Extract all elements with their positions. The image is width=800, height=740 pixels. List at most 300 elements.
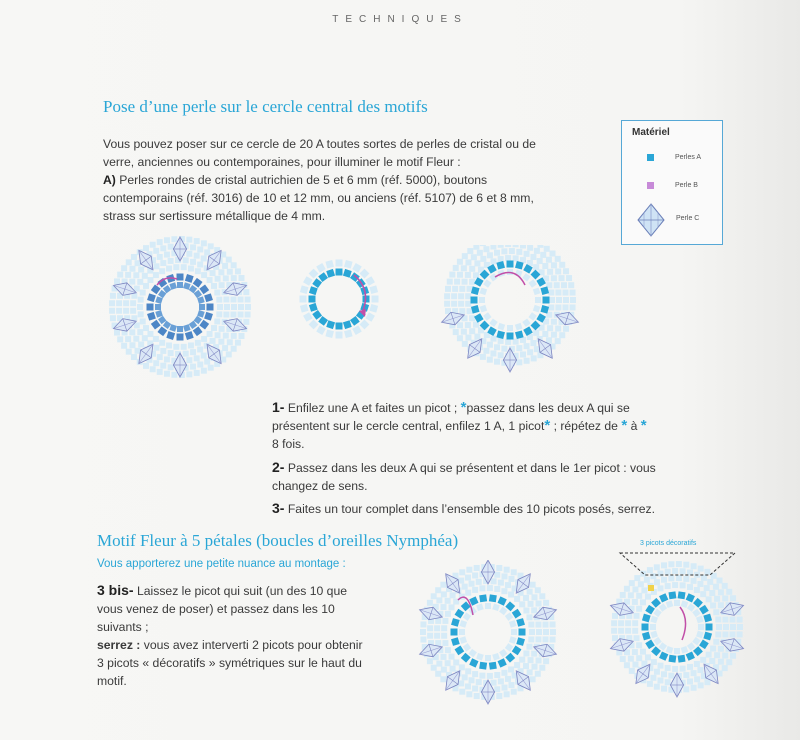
bead [441, 604, 447, 610]
bead [218, 269, 224, 275]
bead [188, 342, 194, 348]
bead [485, 655, 491, 661]
bead [137, 304, 143, 310]
bead [440, 676, 446, 682]
bead [668, 673, 674, 679]
bead [459, 636, 467, 644]
bead [650, 616, 658, 624]
bead [704, 585, 710, 591]
bead [527, 669, 533, 675]
bead [645, 639, 655, 649]
bead [707, 579, 713, 585]
bead [645, 594, 651, 600]
bead [714, 652, 720, 658]
bead [454, 279, 460, 285]
bead [155, 304, 161, 310]
bead [505, 339, 511, 345]
bead [737, 617, 743, 623]
bead [194, 355, 200, 361]
bead [226, 351, 232, 357]
bead [479, 673, 485, 679]
bead [453, 329, 459, 335]
bead [218, 339, 224, 345]
bead [624, 586, 630, 592]
bead [483, 246, 489, 252]
bead [678, 591, 686, 599]
bead [472, 686, 478, 692]
bead [208, 243, 214, 249]
bead [498, 580, 504, 586]
bead [445, 598, 451, 604]
bead [129, 329, 135, 335]
bead [654, 564, 660, 570]
bead [465, 590, 471, 596]
bead [722, 595, 728, 601]
bead [216, 311, 222, 317]
bead [160, 260, 166, 266]
bead [195, 268, 201, 274]
bead [479, 297, 485, 303]
bead [447, 279, 453, 285]
bead [496, 565, 502, 571]
bead [480, 245, 486, 246]
bead [718, 602, 724, 608]
bead [458, 301, 464, 307]
bead [691, 670, 697, 676]
bead [138, 311, 144, 317]
bead [238, 275, 244, 281]
bead [570, 304, 576, 310]
bead [474, 334, 480, 340]
bead [177, 326, 183, 332]
bead [563, 297, 569, 303]
bead [444, 301, 450, 307]
bead [238, 297, 244, 303]
bead [117, 336, 123, 342]
bead [166, 266, 172, 272]
bead [480, 256, 486, 262]
bead [717, 578, 723, 584]
bead [483, 312, 491, 320]
bead [543, 622, 549, 628]
bead [654, 684, 660, 690]
bead [726, 589, 732, 595]
bead [238, 333, 244, 339]
bead [550, 629, 556, 635]
bead [672, 568, 678, 574]
bead [550, 251, 556, 257]
bead [489, 273, 497, 281]
bead [474, 565, 480, 571]
bead [231, 304, 237, 310]
bead [436, 597, 442, 603]
bead [550, 637, 556, 643]
bead [505, 613, 513, 621]
bead [479, 594, 487, 602]
bead [501, 248, 507, 254]
bead [534, 248, 540, 254]
bead [650, 624, 656, 630]
bead [465, 322, 471, 328]
bead [703, 632, 712, 641]
bead [472, 671, 478, 677]
bead [457, 322, 463, 328]
bead [647, 567, 653, 573]
bead [190, 364, 196, 370]
bead [529, 629, 535, 635]
bead [632, 586, 638, 592]
bead [207, 331, 213, 337]
bead [219, 282, 225, 288]
bead [715, 617, 721, 623]
bead [138, 266, 144, 272]
bead [498, 352, 504, 358]
star-icon: * [621, 417, 628, 434]
bead [659, 603, 667, 611]
bead [537, 258, 543, 264]
bead [642, 614, 651, 623]
bead [459, 569, 465, 575]
bead [431, 665, 437, 671]
bead [309, 303, 318, 312]
bead [681, 600, 689, 608]
bead [612, 635, 618, 641]
bead [672, 666, 678, 672]
bead [449, 272, 455, 278]
bead [508, 592, 514, 598]
bead [326, 269, 335, 278]
bead [505, 255, 511, 261]
step-2-text-a: Passez dans les deux A qui se présentent et dans le 1er picot : vous [287, 461, 656, 475]
bead [479, 662, 487, 670]
bead [153, 272, 159, 278]
bead [116, 308, 122, 314]
bead [462, 341, 468, 347]
bead [694, 661, 700, 667]
bead [496, 693, 502, 699]
bead [185, 274, 194, 283]
running-header: TECHNIQUES [332, 14, 468, 25]
bead [309, 286, 318, 295]
bead [434, 633, 440, 639]
bead [676, 561, 682, 567]
bead [318, 272, 328, 282]
bead [114, 330, 120, 336]
bead [687, 678, 693, 684]
bead [536, 601, 542, 607]
bead [469, 658, 478, 667]
bead [636, 606, 642, 612]
bead [555, 304, 561, 310]
bead [629, 668, 635, 674]
bead [555, 338, 561, 344]
bead [483, 348, 489, 354]
bead [519, 629, 526, 636]
bead [164, 237, 170, 243]
bead [372, 296, 379, 303]
bead [223, 275, 229, 281]
bead [722, 631, 728, 637]
bead [528, 622, 534, 628]
bead [126, 259, 132, 265]
bead [680, 666, 686, 672]
bead [245, 304, 251, 310]
figure-flower-decorative [590, 545, 765, 710]
bead [499, 607, 507, 615]
bead [561, 282, 567, 288]
bead [466, 691, 472, 697]
bead [653, 637, 661, 645]
bead [336, 269, 343, 276]
bead [699, 605, 709, 615]
bead [451, 293, 457, 299]
bead [530, 582, 536, 588]
bead [620, 592, 626, 598]
bead [130, 308, 136, 314]
bead [489, 318, 497, 326]
bead [634, 635, 640, 641]
bead [216, 297, 222, 303]
bead [509, 620, 517, 628]
bead [559, 332, 565, 338]
bead [636, 655, 642, 661]
bead [511, 569, 517, 575]
bead [555, 256, 561, 262]
bead [444, 293, 450, 299]
bead [164, 356, 170, 362]
bead [476, 603, 484, 611]
bead [683, 562, 689, 568]
bead [449, 654, 455, 660]
bead [628, 656, 634, 662]
bead [487, 342, 493, 348]
bead [640, 599, 646, 605]
bead [559, 275, 565, 281]
bead [300, 296, 307, 303]
bead [227, 339, 233, 345]
bead [570, 297, 576, 303]
bead [457, 335, 463, 341]
bead [706, 652, 712, 658]
bead [535, 587, 541, 593]
bead [369, 304, 378, 313]
bead [201, 255, 207, 261]
bead [542, 263, 548, 269]
bead [204, 249, 210, 255]
bead [441, 633, 447, 639]
bead [528, 312, 536, 320]
bead [125, 336, 131, 342]
bead [157, 254, 163, 260]
bead [696, 616, 704, 624]
bead [445, 660, 451, 666]
bead [226, 257, 232, 263]
bead [693, 646, 703, 656]
bead [512, 609, 522, 619]
bead [530, 676, 536, 682]
bead [489, 662, 497, 670]
materiel-box [621, 120, 723, 245]
bead [369, 285, 378, 294]
step-1-text-c: présentent sur le cercle central, enfilez 1 A, 1 picot [272, 419, 545, 433]
bead [473, 272, 479, 278]
bead [123, 300, 129, 306]
bead [549, 297, 555, 303]
bead [326, 320, 335, 329]
bead [687, 642, 695, 650]
bead [150, 242, 156, 248]
bead [625, 628, 631, 634]
bead [109, 308, 115, 314]
bead [166, 342, 172, 348]
bead [519, 601, 525, 607]
bead [201, 336, 207, 342]
bead [611, 620, 617, 626]
serrez-line-3: motif. [97, 674, 127, 688]
bead [466, 567, 472, 573]
bead [642, 632, 651, 641]
bead [511, 629, 517, 635]
bead [480, 305, 488, 313]
bead [522, 273, 530, 281]
bead [543, 636, 549, 642]
bead [530, 254, 536, 260]
bead [476, 579, 482, 585]
bead [461, 265, 467, 271]
bead [547, 325, 553, 331]
bead [511, 689, 517, 695]
bead [153, 336, 159, 342]
bead [509, 248, 515, 254]
bead [698, 566, 704, 572]
bead [215, 276, 221, 282]
bead [427, 600, 433, 606]
bead [360, 320, 370, 330]
bead [523, 595, 529, 601]
bead [445, 647, 451, 653]
bead [133, 336, 139, 342]
bead [177, 334, 184, 341]
bead [193, 278, 203, 288]
bead [185, 331, 194, 340]
bead [624, 662, 630, 668]
bead [524, 358, 530, 364]
bead [465, 293, 471, 299]
bead [498, 323, 506, 331]
bead [199, 304, 205, 310]
bead [485, 603, 491, 609]
bead [494, 672, 500, 678]
bead [479, 585, 485, 591]
bead [222, 263, 228, 269]
bead [687, 664, 693, 670]
bead [147, 304, 154, 311]
materiel-title: Matériel [632, 127, 670, 138]
bead [527, 349, 533, 355]
bead [535, 297, 541, 303]
bead [713, 584, 719, 590]
bead [686, 651, 695, 660]
bead [700, 591, 706, 597]
bead [427, 633, 433, 639]
bead [238, 311, 244, 317]
bead [325, 329, 334, 338]
bead [722, 653, 728, 659]
bead [471, 297, 478, 304]
bead [638, 581, 644, 587]
bead [427, 658, 433, 664]
bead [647, 681, 653, 687]
bead [243, 319, 249, 325]
bead [547, 269, 553, 275]
bead [151, 320, 161, 330]
bead [546, 337, 552, 343]
bead [343, 269, 352, 278]
bead [492, 603, 500, 611]
bead [516, 345, 522, 351]
bicone-bead [719, 599, 746, 619]
bead [463, 643, 471, 651]
star-icon: * [460, 399, 467, 416]
bead [159, 340, 165, 346]
serrez-line-2: 3 picots « décoratifs » symétriques sur le haut du [97, 656, 362, 670]
bead [441, 667, 447, 673]
materiel-item-c-label: Perle C [676, 215, 700, 222]
bead [451, 301, 457, 307]
bead [516, 618, 525, 627]
bead [231, 333, 237, 339]
bead [197, 296, 205, 304]
bead [513, 245, 519, 247]
bead [672, 582, 678, 588]
bead [566, 275, 572, 281]
bead [121, 265, 127, 271]
bead [114, 278, 120, 284]
bead [502, 573, 508, 579]
bead [214, 318, 220, 324]
bead [243, 289, 249, 295]
bead [546, 257, 552, 263]
step-1 [272, 398, 732, 453]
bead [451, 618, 460, 627]
bead [681, 646, 689, 654]
bead [117, 272, 123, 278]
bead [214, 290, 220, 296]
bead [207, 277, 213, 283]
bead [490, 336, 496, 342]
step-2-number: 2- [272, 459, 285, 475]
bead [494, 586, 500, 592]
step-3 [272, 499, 732, 518]
bead [352, 325, 362, 335]
bead [325, 260, 334, 269]
bead [154, 345, 160, 351]
bead [494, 250, 500, 256]
bead [526, 614, 532, 620]
bead [211, 325, 217, 331]
bead [563, 268, 569, 274]
bead [472, 572, 478, 578]
bead [135, 348, 141, 354]
bead [522, 318, 530, 326]
bead [133, 272, 139, 278]
bead [181, 264, 187, 270]
bead [157, 369, 163, 375]
bead [618, 628, 624, 634]
bead [523, 650, 529, 656]
bead [131, 354, 137, 360]
bead [474, 313, 484, 323]
